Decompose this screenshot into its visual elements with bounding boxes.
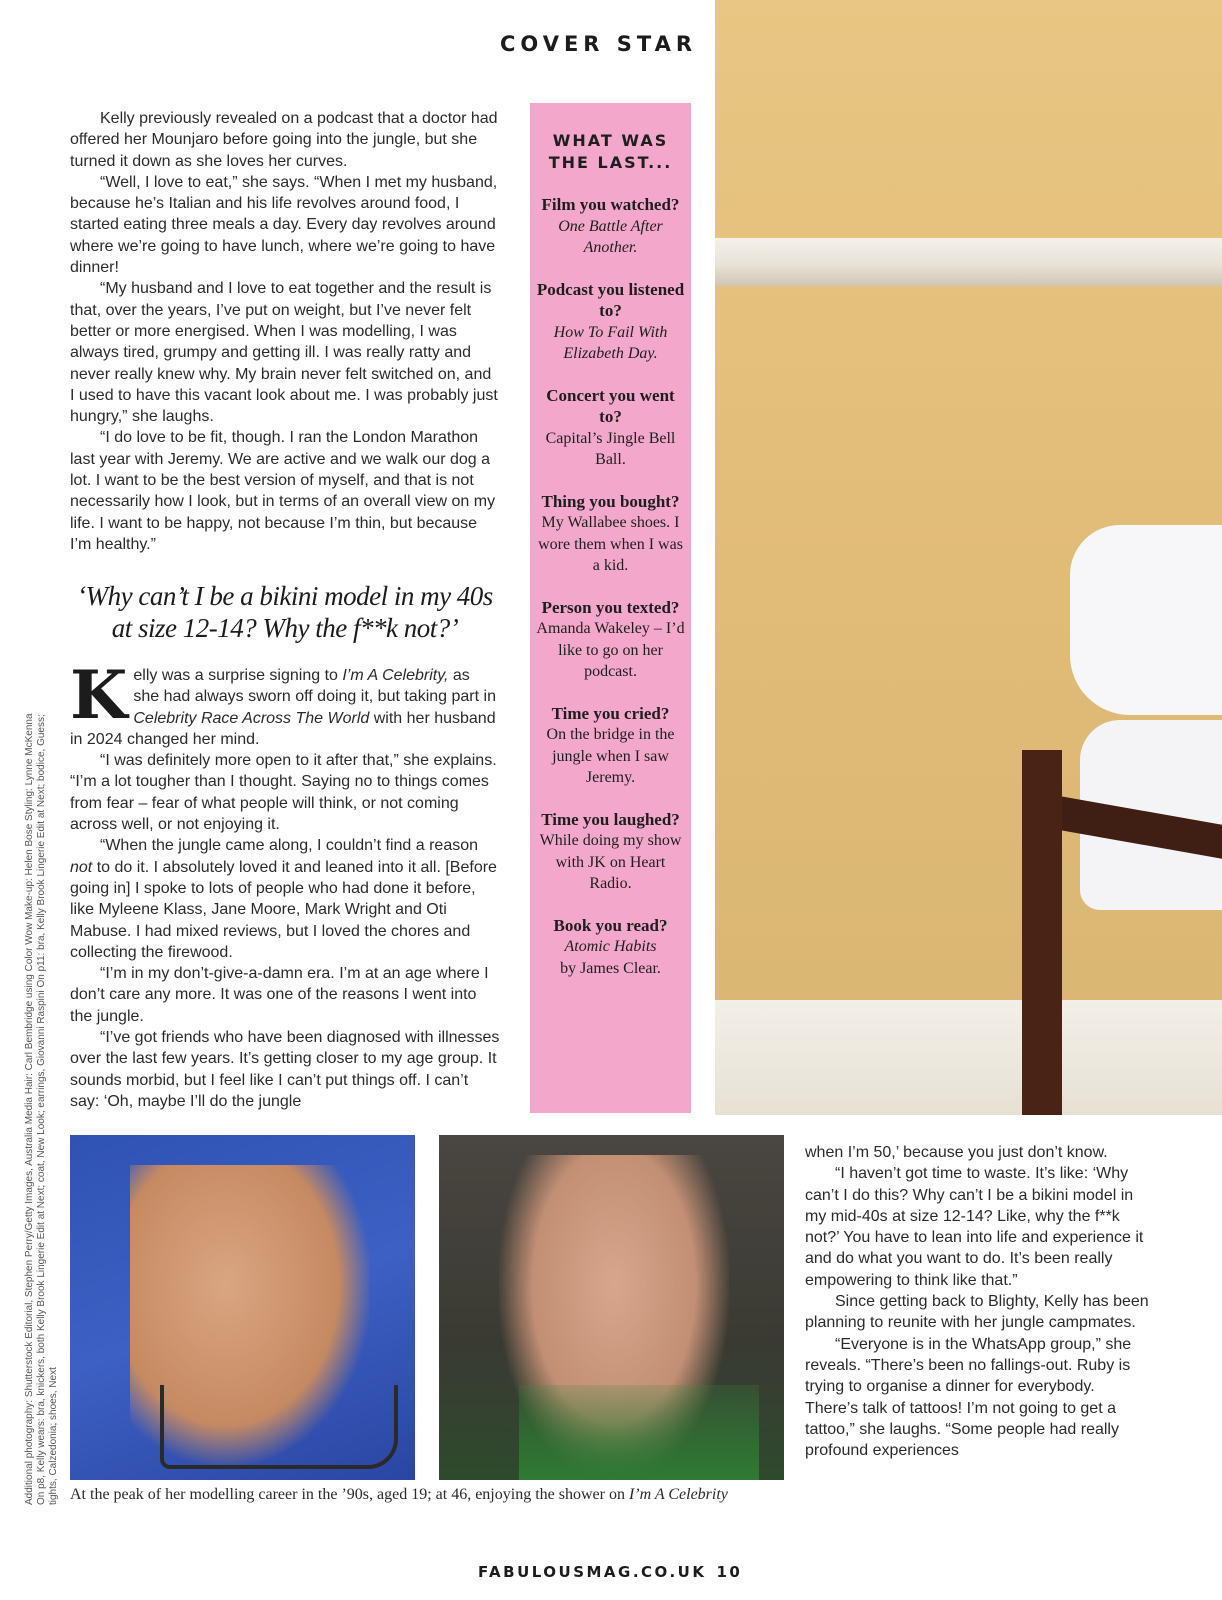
show-title: Celebrity Race Across The World: [133, 709, 370, 727]
sidebar-question: Book you read?: [553, 915, 668, 935]
jungle-shower-photo: [439, 1135, 784, 1480]
article-paragraph: “I was definitely more open to it after that,” she explains. “I’m a lot tougher than I thought. Saying no to things comes from fear – fear of what people will think, or not coming across well, or not enjoying it.: [70, 752, 497, 834]
article-paragraph: “I’ve got friends who have been diagnosed with illnesses over the last few years. It’s getting closer to my age group. It sounds morbid, but I feel like I can’t put things off. I can’t say: ‘Oh, maybe I’ll do the jungle: [70, 1029, 500, 1110]
article-paragraph: “I’m in my don’t-give-a-damn era. I’m at an age where I don’t care any more. It was one of the reasons I went into the jungle.: [70, 965, 489, 1025]
article-column-top: [70, 108, 500, 555]
sidebar-title: WHAT WAS THE LAST...: [548, 131, 673, 172]
sidebar-item: [536, 809, 685, 895]
sidebar-question: Concert you went to?: [546, 385, 675, 426]
caption-text: At the peak of her modelling career in the ’90s, aged 19; at 46, enjoying the shower on: [70, 1486, 629, 1503]
text-run: “When the jungle came along, I couldn’t find a reason: [100, 837, 479, 855]
article-paragraph: Kelly previously revealed on a podcast that a doctor had offered her Mounjaro before going into the jungle, but she turned it down as she loves her curves.: [70, 110, 498, 170]
sidebar-item: [536, 279, 685, 365]
sidebar-question: Podcast you listened to?: [536, 279, 685, 320]
foliage: [519, 1385, 759, 1480]
text-run: as she had always sworn off doing it, but taking part in: [133, 667, 496, 706]
sidebar-item: [536, 194, 685, 259]
pull-quote: ‘Why can’t I be a bikini model in my 40s at size 12-14? Why the f**k not?’: [77, 581, 493, 643]
article-paragraph: Since getting back to Blighty, Kelly has been planning to reunite with her jungle campmates.: [805, 1293, 1149, 1332]
sidebar-question: Film you watched?: [541, 195, 680, 214]
site-url: FABULOUSMAG.CO.UK: [478, 1563, 707, 1581]
dado-rail: [715, 238, 1222, 286]
sidebar-question: Thing you bought?: [541, 491, 680, 511]
sidebar-question: Time you cried?: [551, 703, 670, 723]
chair: [160, 1385, 398, 1469]
cover-photo-bedroom: [715, 0, 1222, 1115]
sidebar-answer: Capital’s Jingle Bell Ball.: [545, 429, 676, 468]
drop-cap: K: [70, 656, 128, 734]
sidebar-answer: While doing my show with JK on Heart Radio.: [539, 832, 682, 892]
sidebar-answer: Amanda Wakeley – I’d like to go on her podcast.: [536, 620, 685, 680]
what-was-the-last-sidebar: [530, 103, 691, 1113]
lead-paragraph: [70, 656, 500, 750]
photo-caption: [70, 1486, 790, 1504]
bed-post: [1022, 750, 1062, 1115]
sidebar-answer: How To Fail With Elizabeth Day.: [553, 323, 668, 362]
article-column-mid: [70, 656, 500, 1112]
article-paragraph: “I haven’t got time to waste. It’s like: ‘Why can’t I do this? Why can’t I be a bikini model in my mid-40s at size 12-14? Like, why the f**k not?’ You have to lean into life and experience it and do what you want to do. It’s been really empowering to think like that.”: [805, 1165, 1144, 1289]
caption-show-title: I’m A Celebrity: [628, 1486, 728, 1503]
photo-credits: [24, 705, 60, 1505]
emphasis: not: [70, 858, 93, 876]
sidebar-item: [536, 385, 685, 471]
pillow: [1070, 525, 1222, 715]
sidebar-answer: On the bridge in the jungle when I saw Jeremy.: [546, 726, 675, 786]
text-run: to do it. I absolutely loved it and leaned into it all. [Before going in] I spoke to lots of people who had done it before, like Myleene Klass, Jane Moore, Mark Wright and Oti Mabuse. I had mixed reviews, but I loved the chores and collecting the firewood.: [70, 858, 497, 961]
text-run: with her husband in 2024 changed her mind.: [70, 709, 496, 748]
sidebar-item: [536, 915, 685, 980]
skirting-board: [715, 1000, 1222, 1115]
page-footer: [478, 1563, 742, 1581]
modelling-photo: [70, 1135, 415, 1480]
article-paragraph: when I’m 50,’ because you just don’t know.: [805, 1144, 1108, 1161]
credits-line: On p8, Kelly wears: bra, knickers, both Kelly Brook Lingerie Edit at Next; coat, New Look; earrings, Giovanni Raspini On p11: bra, Kelly Brook Lingerie Edit at Next; bodice, Guess; tights, Calzedonia; shoes, Next: [36, 714, 59, 1505]
credits-line: Additional photography: Shutterstock Editorial, Stephen Perry/Getty Images, Australia Media Hair: Carl Bembridge using Color Wow Make-up: Helen Bose Styling: Lynne McKenna: [24, 713, 35, 1505]
sidebar-question: Time you laughed?: [541, 809, 680, 829]
sidebar-item: [536, 703, 685, 789]
article-paragraph: “Well, I love to eat,” she says. “When I met my husband, because he’s Italian and his life revolves around food, I started eating three meals a day. Every day revolves around where we’re going to have lunch, where we’re going to have dinner!: [70, 173, 498, 277]
sidebar-question: Person you texted?: [541, 597, 680, 617]
sidebar-item: [536, 597, 685, 683]
article-column-right: [805, 1142, 1150, 1461]
article-paragraph: “Everyone is in the WhatsApp group,” she reveals. “There’s been no fallings-out. Ruby is trying to organise a dinner for everybody. There’s talk of tattoos! I’m not going to get a tattoo,” she laughs. “Some people had really profound experiences: [805, 1335, 1132, 1460]
sidebar-answer: [536, 936, 685, 979]
book-title: Atomic Habits: [564, 938, 657, 955]
show-title: I’m A Celebrity,: [342, 667, 449, 684]
sidebar-answer: One Battle After Another.: [558, 217, 663, 256]
article-paragraph: “My husband and I love to eat together and the result is that, over the years, I’ve put on weight, but I’ve never felt better or more energised. When I was modelling, I was always tired, grumpy and getting ill. I was really ratty and never really knew why. My brain never felt switched on, and I used to have this vacant look about me. I was probably just hungry,” she laughs.: [70, 280, 498, 426]
section-label: COVER STAR: [500, 32, 698, 56]
page-number: 10: [716, 1563, 743, 1581]
text-run: elly was a surprise signing to: [133, 667, 343, 684]
sidebar-answer: My Wallabee shoes. I wore them when I was a kid.: [538, 514, 683, 574]
article-paragraph: [70, 835, 500, 963]
book-author: by James Clear.: [560, 959, 661, 977]
article-paragraph: “I do love to be fit, though. I ran the London Marathon last year with Jeremy. We are active and we walk our dog a lot. I want to be the best version of myself, and that is not necessarily how I look, but in terms of an overall view on my life. I want to be happy, not because I’m thin, but because I’m healthy.”: [70, 429, 496, 553]
sidebar-item: [536, 491, 685, 577]
